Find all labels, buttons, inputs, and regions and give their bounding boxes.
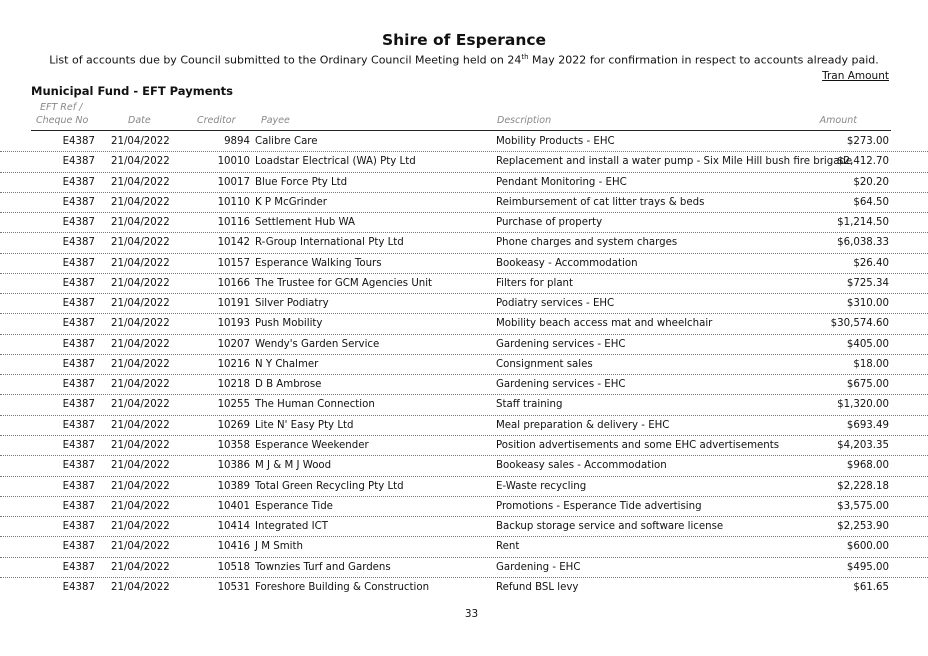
cell-amount: $18.00 xyxy=(853,358,889,370)
subtitle-before: List of accounts due by Council submitted to the Ordinary Council Meeting held on 24 xyxy=(49,53,522,67)
cell-eft-ref: E4387 xyxy=(62,318,95,330)
cell-eft-ref: E4387 xyxy=(62,460,95,472)
cell-amount: $20.20 xyxy=(853,176,889,188)
cell-payee: Settlement Hub WA xyxy=(255,217,356,229)
cell-description: Promotions - Esperance Tide advertising xyxy=(496,500,702,512)
cell-amount: $1,320.00 xyxy=(837,399,889,411)
cell-eft-ref: E4387 xyxy=(62,541,95,553)
cell-amount: $2,412.70 xyxy=(837,156,889,168)
cell-creditor: 10389 xyxy=(217,480,250,492)
cell-amount: $3,575.00 xyxy=(837,500,889,512)
table-row xyxy=(0,436,928,456)
table-row xyxy=(0,477,928,497)
cell-description: Rent xyxy=(496,541,520,553)
cell-creditor: 10110 xyxy=(217,196,250,208)
table-row xyxy=(0,558,928,578)
cell-date: 21/04/2022 xyxy=(111,460,170,472)
cell-date: 21/04/2022 xyxy=(111,136,170,147)
cell-description: Consignment sales xyxy=(496,358,593,370)
cell-amount: $30,574.60 xyxy=(830,318,889,330)
cell-creditor: 10191 xyxy=(217,298,250,310)
cell-date: 21/04/2022 xyxy=(111,480,170,492)
cell-eft-ref: E4387 xyxy=(62,419,95,431)
cell-payee: Esperance Tide xyxy=(255,500,333,512)
cell-creditor: 10386 xyxy=(217,460,250,472)
cell-description: Meal preparation & delivery - EHC xyxy=(496,419,670,431)
header-rule xyxy=(31,130,891,131)
cell-date: 21/04/2022 xyxy=(111,318,170,330)
cell-date: 21/04/2022 xyxy=(111,581,170,593)
table-row xyxy=(0,416,928,436)
cell-amount: $405.00 xyxy=(846,338,889,350)
cell-amount: $1,214.50 xyxy=(837,217,889,229)
cell-payee: Calibre Care xyxy=(255,136,318,147)
cell-date: 21/04/2022 xyxy=(111,257,170,269)
document-title: Shire of Esperance xyxy=(381,31,547,49)
table-row xyxy=(0,314,928,334)
cell-amount: $968.00 xyxy=(846,460,889,472)
cell-payee: Esperance Weekender xyxy=(255,439,369,451)
cell-creditor: 10193 xyxy=(217,318,250,330)
cell-creditor: 10414 xyxy=(217,521,250,533)
cell-date: 21/04/2022 xyxy=(111,541,170,553)
table-row xyxy=(0,395,928,415)
cell-description: Gardening - EHC xyxy=(496,561,581,573)
cell-eft-ref: E4387 xyxy=(62,176,95,188)
cell-eft-ref: E4387 xyxy=(62,379,95,391)
cell-date: 21/04/2022 xyxy=(111,500,170,512)
cell-creditor: 10518 xyxy=(217,561,250,573)
cell-description: Phone charges and system charges xyxy=(496,237,678,249)
cell-amount: $675.00 xyxy=(846,379,889,391)
cell-description: Mobility beach access mat and wheelchair xyxy=(496,318,713,330)
cell-payee: Blue Force Pty Ltd xyxy=(255,176,348,188)
cell-eft-ref: E4387 xyxy=(62,480,95,492)
cell-creditor: 10010 xyxy=(217,156,250,168)
cell-amount: $26.40 xyxy=(853,257,889,269)
cell-creditor: 10531 xyxy=(217,581,250,593)
cell-payee: Total Green Recycling Pty Ltd xyxy=(255,480,404,492)
cell-creditor: 10216 xyxy=(217,358,250,370)
cell-creditor: 10358 xyxy=(217,439,250,451)
cell-creditor: 10416 xyxy=(217,541,250,553)
cell-description: Podiatry services - EHC xyxy=(496,298,615,310)
cell-creditor: 10142 xyxy=(217,237,250,249)
table-row xyxy=(0,233,928,253)
table-row xyxy=(0,213,928,233)
cell-description: Purchase of property xyxy=(496,217,603,229)
cell-eft-ref: E4387 xyxy=(62,358,95,370)
cell-amount: $64.50 xyxy=(853,196,889,208)
cell-payee: R-Group International Pty Ltd xyxy=(255,237,404,249)
cell-payee: Townzies Turf and Gardens xyxy=(255,561,391,573)
cell-date: 21/04/2022 xyxy=(111,156,170,168)
table-row xyxy=(0,254,928,274)
cell-description: Reimbursement of cat litter trays & beds xyxy=(496,196,705,208)
cell-payee: Silver Podiatry xyxy=(255,298,329,310)
cell-creditor: 10401 xyxy=(217,500,250,512)
cell-payee: J M Smith xyxy=(255,541,303,553)
cell-description: Position advertisements and some EHC advertisements xyxy=(496,439,780,451)
cell-eft-ref: E4387 xyxy=(62,338,95,350)
cell-date: 21/04/2022 xyxy=(111,338,170,350)
cell-creditor: 10269 xyxy=(217,419,250,431)
cell-date: 21/04/2022 xyxy=(111,439,170,451)
col-header-ref-line1: EFT Ref / xyxy=(40,102,83,113)
cell-description: Refund BSL levy xyxy=(496,581,579,593)
cell-description: Bookeasy - Accommodation xyxy=(496,257,638,269)
col-header-amount: Amount xyxy=(819,115,857,126)
cell-amount: $495.00 xyxy=(846,561,889,573)
document-subtitle xyxy=(0,53,928,67)
cell-amount: $61.65 xyxy=(853,581,889,593)
cell-amount: $600.00 xyxy=(846,541,889,553)
cell-amount: $4,203.35 xyxy=(837,439,889,451)
subtitle-after: May 2022 for confirmation in respect to accounts already paid. xyxy=(528,53,879,67)
cell-description: Bookeasy sales - Accommodation xyxy=(496,460,667,472)
cell-date: 21/04/2022 xyxy=(111,176,170,188)
table-row xyxy=(0,152,928,172)
cell-payee: The Trustee for GCM Agencies Unit xyxy=(255,277,433,289)
cell-description: Replacement and install a water pump - Six Mile Hill bush fire brigade xyxy=(496,156,853,168)
col-header-date: Date xyxy=(128,115,151,126)
table-row xyxy=(0,355,928,375)
cell-amount: $693.49 xyxy=(846,419,889,431)
cell-date: 21/04/2022 xyxy=(111,419,170,431)
col-header-payee: Payee xyxy=(261,115,290,126)
col-header-creditor: Creditor xyxy=(197,115,236,126)
tran-amount-label: Tran Amount xyxy=(822,70,889,82)
cell-creditor: 10207 xyxy=(217,338,250,350)
cell-creditor: 10218 xyxy=(217,379,250,391)
section-title: Municipal Fund - EFT Payments xyxy=(31,84,234,98)
table-row xyxy=(0,294,928,314)
cell-eft-ref: E4387 xyxy=(62,439,95,451)
cell-amount: $310.00 xyxy=(846,298,889,310)
cell-creditor: 10017 xyxy=(217,176,250,188)
cell-payee: N Y Chalmer xyxy=(255,358,319,370)
page-number: 33 xyxy=(464,608,479,620)
cell-eft-ref: E4387 xyxy=(62,399,95,411)
cell-eft-ref: E4387 xyxy=(62,156,95,168)
cell-eft-ref: E4387 xyxy=(62,521,95,533)
table-row xyxy=(0,537,928,557)
cell-creditor: 10255 xyxy=(217,399,250,411)
table-row xyxy=(0,193,928,213)
payments-table xyxy=(0,132,928,598)
cell-date: 21/04/2022 xyxy=(111,521,170,533)
cell-payee: D B Ambrose xyxy=(255,379,322,391)
cell-payee: Integrated ICT xyxy=(255,521,328,533)
cell-creditor: 10166 xyxy=(217,277,250,289)
cell-description: E-Waste recycling xyxy=(496,480,587,492)
cell-payee: Lite N' Easy Pty Ltd xyxy=(255,419,354,431)
cell-date: 21/04/2022 xyxy=(111,196,170,208)
table-row xyxy=(0,578,928,598)
table-row xyxy=(0,375,928,395)
cell-amount: $6,038.33 xyxy=(837,237,889,249)
cell-description: Pendant Monitoring - EHC xyxy=(496,176,627,188)
cell-date: 21/04/2022 xyxy=(111,399,170,411)
cell-amount: $2,253.90 xyxy=(837,521,889,533)
cell-payee: Push Mobility xyxy=(255,318,323,330)
table-row xyxy=(0,517,928,537)
subtitle-superscript: th xyxy=(521,53,529,61)
cell-eft-ref: E4387 xyxy=(62,136,95,147)
cell-description: Gardening services - EHC xyxy=(496,379,626,391)
cell-eft-ref: E4387 xyxy=(62,581,95,593)
cell-date: 21/04/2022 xyxy=(111,277,170,289)
cell-eft-ref: E4387 xyxy=(62,561,95,573)
cell-payee: Loadstar Electrical (WA) Pty Ltd xyxy=(255,156,416,168)
cell-date: 21/04/2022 xyxy=(111,298,170,310)
cell-eft-ref: E4387 xyxy=(62,237,95,249)
cell-date: 21/04/2022 xyxy=(111,217,170,229)
cell-eft-ref: E4387 xyxy=(62,196,95,208)
cell-amount: $725.34 xyxy=(846,277,889,289)
cell-eft-ref: E4387 xyxy=(62,500,95,512)
cell-eft-ref: E4387 xyxy=(62,217,95,229)
cell-description: Staff training xyxy=(496,399,563,411)
cell-description: Filters for plant xyxy=(496,277,574,289)
table-row xyxy=(0,497,928,517)
table-row xyxy=(0,173,928,193)
cell-eft-ref: E4387 xyxy=(62,277,95,289)
cell-amount: $273.00 xyxy=(846,136,889,147)
cell-creditor: 9894 xyxy=(224,136,250,147)
cell-creditor: 10157 xyxy=(217,257,250,269)
cell-payee: Foreshore Building & Construction xyxy=(255,581,430,593)
cell-description: Mobility Products - EHC xyxy=(496,136,615,147)
cell-date: 21/04/2022 xyxy=(111,379,170,391)
table-row xyxy=(0,456,928,476)
cell-eft-ref: E4387 xyxy=(62,257,95,269)
cell-payee: Wendy's Garden Service xyxy=(255,338,380,350)
cell-payee: Esperance Walking Tours xyxy=(255,257,382,269)
cell-creditor: 10116 xyxy=(217,217,250,229)
col-header-description: Description xyxy=(497,115,552,126)
table-row xyxy=(0,132,928,152)
cell-date: 21/04/2022 xyxy=(111,237,170,249)
cell-description: Gardening services - EHC xyxy=(496,338,626,350)
cell-payee: M J & M J Wood xyxy=(255,460,332,472)
table-row xyxy=(0,335,928,355)
cell-payee: The Human Connection xyxy=(255,399,375,411)
cell-payee: K P McGrinder xyxy=(255,196,327,208)
table-row xyxy=(0,274,928,294)
col-header-ref-line2: Cheque No xyxy=(36,115,89,126)
cell-date: 21/04/2022 xyxy=(111,561,170,573)
cell-eft-ref: E4387 xyxy=(62,298,95,310)
cell-date: 21/04/2022 xyxy=(111,358,170,370)
cell-amount: $2,228.18 xyxy=(837,480,889,492)
cell-description: Backup storage service and software license xyxy=(496,521,724,533)
